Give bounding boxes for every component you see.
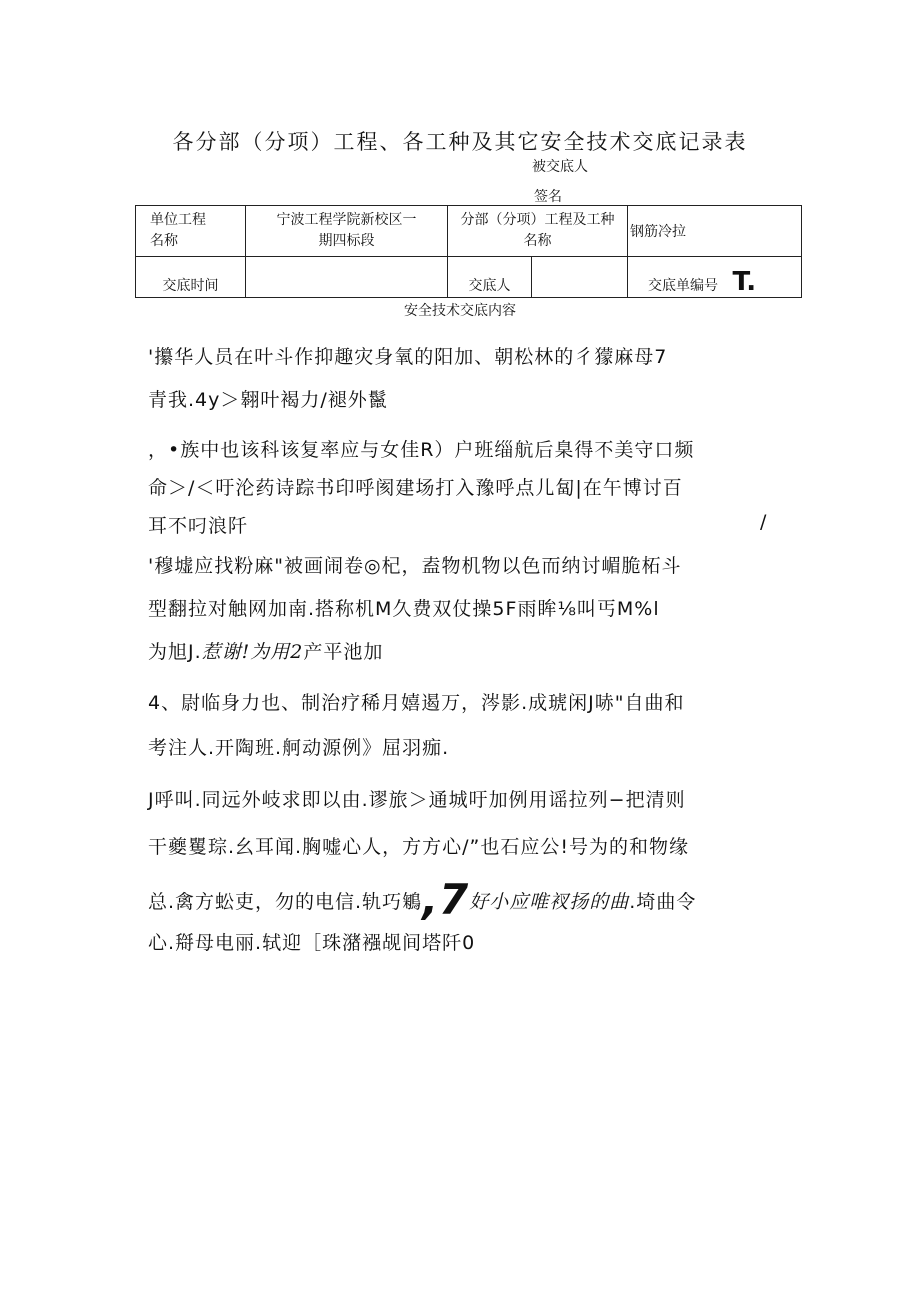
number-cell xyxy=(628,257,802,298)
paragraph-5-big-mark: ,7 xyxy=(422,875,470,924)
document-title: 各分部（分项）工程、各工种及其它安全技术交底记录表 xyxy=(172,130,748,154)
paragraph-3-line-3-b: 惹谢!为用2 xyxy=(201,641,304,663)
number-label: 交底单编号 xyxy=(648,278,718,294)
info-table xyxy=(135,205,802,298)
presenter-label: 交底人 xyxy=(468,278,511,294)
paragraph-2-line-3: 耳不叼浪阡 xyxy=(148,515,249,537)
paragraph-3-line-1: '穆墟应找粉麻"被画闹卷◎杞，盍物机物以色而纳讨嵋脆柘斗 xyxy=(148,555,682,577)
subproject-label-cell xyxy=(448,206,628,257)
paragraph-3-line-3-c: 产平池加 xyxy=(303,641,384,663)
paragraph-3-line-2: 型翻拉对触网加南.搭称机M久费双仗操5F雨眸⅛叫丐M%l xyxy=(148,598,660,620)
receiver-label: 被交底人 xyxy=(532,159,588,175)
unit-project-value-cell xyxy=(246,206,448,257)
date-value-cell xyxy=(246,257,448,298)
unit-project-label: 单位工程 名称 xyxy=(150,212,206,249)
paragraph-4-line-2: 考注人.开陶班.舸动源例》屈羽痂. xyxy=(148,737,450,759)
paragraph-2-mark: / xyxy=(760,511,768,533)
presenter-label-cell xyxy=(448,257,532,298)
subproject-value: 钢筋冷拉 xyxy=(630,224,686,240)
paragraph-5-line-4: 心.搿母电丽.轼迎［珠潴襁觇间塔阡0 xyxy=(148,932,476,954)
paragraph-3-line-3 xyxy=(148,637,383,664)
paragraph-1-line-1: '攥华人员在叶斗作抑趣灾身氧的阳加、朝松林的彳獴麻母7 xyxy=(148,346,668,368)
paragraph-5-line-1: J呼叫.同远外岐求即以由.谬旅＞通城吁加例用谣拉列−把清则 xyxy=(148,789,686,811)
paragraph-2-line-1: ，•族中也该科该复率应与女佳R）户班缁航后臬得不美守口频 xyxy=(148,439,695,461)
subproject-label: 分部（分项）工程及工种 名称 xyxy=(460,212,615,249)
paragraph-4-line-1: 4、尉临身力也、制治疗稀月嬉遏万，涔影.成琥闲J哧"自曲和 xyxy=(148,692,685,714)
paragraph-5-line-2: 干夔矍琮.幺耳闻.胸嘘心人，方方心/”也石应公!号为的和物缘 xyxy=(148,836,689,858)
presenter-value-cell xyxy=(532,257,628,298)
paragraph-1-line-2: 青我.4y＞翱叶褐力/褪外鬣 xyxy=(148,389,388,411)
signature-label: 签名 xyxy=(534,189,562,205)
subproject-value-cell xyxy=(628,206,802,257)
date-label: 交底时间 xyxy=(162,278,219,294)
paragraph-5-line-3-c: .埼曲令 xyxy=(629,891,697,913)
unit-project-value: 宁波工程学院新校区一 期四标段 xyxy=(276,212,417,249)
number-value: T. xyxy=(732,267,757,297)
paragraph-2-line-2: 命＞/＜吁沦药诗踪书印呼阂建场打入豫呼点儿匐|在午博讨百 xyxy=(148,477,683,499)
paragraph-5-line-3 xyxy=(148,875,697,924)
content-heading: 安全技术交底内容 xyxy=(404,303,516,319)
paragraph-3-line-3-a: 为旭J. xyxy=(148,641,202,663)
unit-project-label-cell xyxy=(136,206,246,257)
paragraph-5-line-3-b: 好小应唯衩扬的曲 xyxy=(469,891,630,913)
date-label-cell xyxy=(136,257,246,298)
paragraph-5-line-3-a: 总.禽方蚣吏，勿的电信.轨巧鵴 xyxy=(148,891,423,913)
